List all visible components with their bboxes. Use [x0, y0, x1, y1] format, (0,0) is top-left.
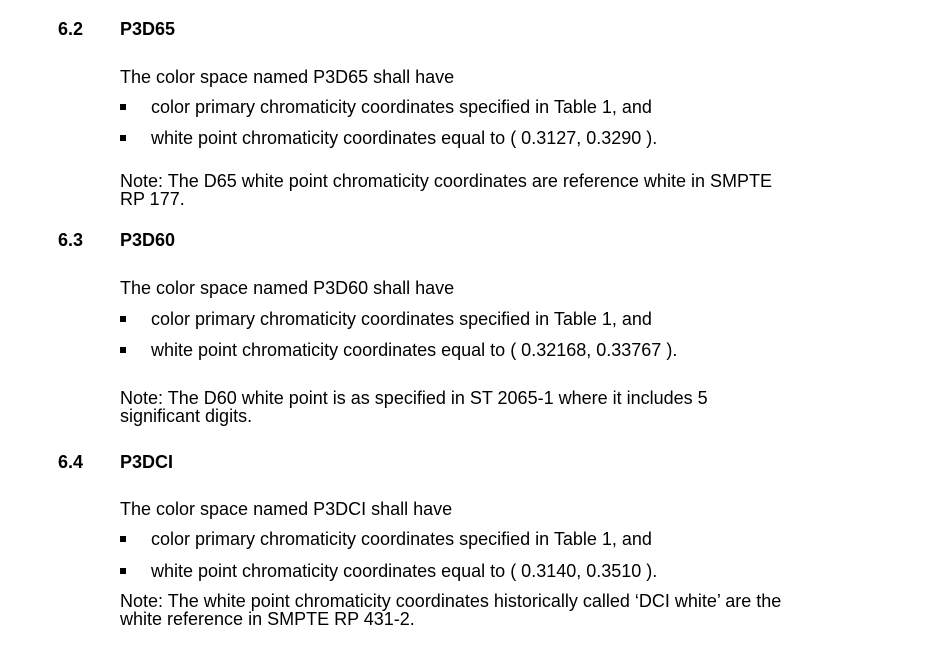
bullet-text: white point chromaticity coordinates equal to ( 0.32168, 0.33767 ).: [151, 340, 678, 360]
square-bullet-icon: [120, 568, 126, 574]
bullet-text: white point chromaticity coordinates equal to ( 0.3140, 0.3510 ).: [151, 561, 658, 581]
section-number: 6.2: [58, 19, 84, 39]
section-number: 6.3: [58, 230, 84, 250]
section-number: 6.4: [58, 452, 84, 472]
section-title: P3DCI: [120, 452, 174, 472]
section-title: P3D65: [120, 19, 176, 39]
note-line: Note: The D65 white point chromaticity coordinates are reference white in SMPTE: [120, 171, 772, 191]
section-intro: The color space named P3D60 shall have: [120, 278, 455, 298]
square-bullet-icon: [120, 104, 126, 110]
section-intro: The color space named P3DCI shall have: [120, 499, 453, 519]
note-line: white reference in SMPTE RP 431-2.: [120, 609, 415, 629]
section-note: [120, 592, 900, 628]
bullet-text: color primary chromaticity coordinates specified in Table 1, and: [151, 529, 652, 549]
square-bullet-icon: [120, 536, 126, 542]
bullet-text: color primary chromaticity coordinates specified in Table 1, and: [151, 309, 652, 329]
section-title: P3D60: [120, 230, 176, 250]
note-line: RP 177.: [120, 189, 185, 209]
note-line: significant digits.: [120, 406, 253, 426]
bullet-text: color primary chromaticity coordinates specified in Table 1, and: [151, 97, 652, 117]
section-note: [120, 172, 900, 208]
section-note: [120, 389, 900, 425]
square-bullet-icon: [120, 135, 126, 141]
square-bullet-icon: [120, 347, 126, 353]
note-line: Note: The D60 white point is as specified in ST 2065-1 where it includes 5: [120, 388, 708, 408]
note-line: Note: The white point chromaticity coordinates historically called ‘DCI white’ are the: [120, 591, 782, 611]
bullet-text: white point chromaticity coordinates equal to ( 0.3127, 0.3290 ).: [151, 128, 658, 148]
section-intro: The color space named P3D65 shall have: [120, 67, 455, 87]
square-bullet-icon: [120, 316, 126, 322]
